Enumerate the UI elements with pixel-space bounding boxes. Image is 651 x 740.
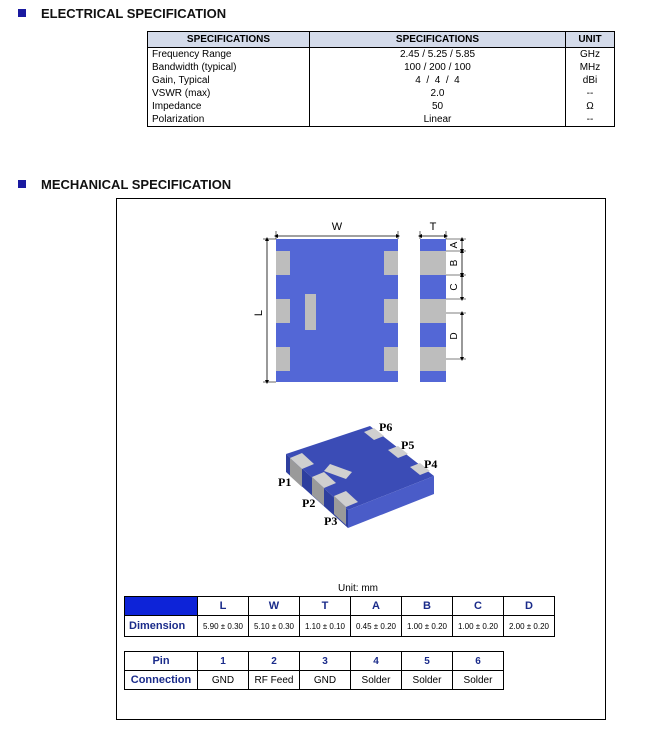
center-pad — [305, 294, 316, 330]
row-label: Pin — [125, 652, 198, 671]
dim-label-l: L — [253, 309, 265, 317]
pin-table — [124, 651, 504, 690]
side-pad — [420, 347, 446, 371]
pad-p4-top — [384, 347, 398, 371]
pad-p6-top — [384, 251, 398, 275]
table-cell: 1.00 ± 0.20 — [402, 616, 453, 637]
table-cell: Ω — [566, 100, 615, 113]
mechanical-section-title: MECHANICAL SPECIFICATION — [18, 177, 231, 192]
table-cell: 50 — [310, 100, 566, 113]
table-row — [125, 671, 504, 690]
dim-label-b: B — [449, 259, 460, 267]
electrical-section-title: ELECTRICAL SPECIFICATION — [18, 6, 226, 21]
row-label: Dimension — [125, 616, 198, 637]
dim-label-a: A — [449, 241, 460, 249]
column-header: SPECIFICATIONS — [310, 32, 566, 48]
dim-label-t: T — [429, 221, 437, 233]
table-row — [125, 652, 504, 671]
table-cell: MHz — [566, 61, 615, 74]
table-cell: Solder — [402, 671, 453, 690]
pin-label-p1: P1 — [278, 475, 292, 489]
table-cell: -- — [566, 113, 615, 127]
pad-p1-top — [276, 251, 290, 275]
column-header: D — [504, 597, 555, 616]
table-cell: dBi — [566, 74, 615, 87]
table-cell: Linear — [310, 113, 566, 127]
table-cell: GND — [198, 671, 249, 690]
column-header: T — [300, 597, 351, 616]
table-cell: 2.00 ± 0.20 — [504, 616, 555, 637]
table-header-row — [125, 597, 555, 616]
column-header: B — [402, 597, 453, 616]
column-header: W — [249, 597, 300, 616]
table-cell: 0.45 ± 0.20 — [351, 616, 402, 637]
table-cell: 5.10 ± 0.30 — [249, 616, 300, 637]
pin-label-p4: P4 — [424, 457, 438, 471]
table-cell: 100 / 200 / 100 — [310, 61, 566, 74]
column-header: C — [453, 597, 504, 616]
table-cell: Solder — [453, 671, 504, 690]
pin-label-p5: P5 — [401, 438, 415, 452]
table-cell: 4 — [351, 652, 402, 671]
table-cell: 3 — [300, 652, 351, 671]
pin-label-p3: P3 — [324, 514, 338, 528]
table-row — [125, 616, 555, 637]
unit-label: Unit: mm — [338, 583, 378, 594]
column-header: SPECIFICATIONS — [148, 32, 310, 48]
table-cell: GND — [300, 671, 351, 690]
table-cell: Frequency Range — [148, 48, 310, 62]
table-cell: 4 / 4 / 4 — [310, 74, 566, 87]
column-header: UNIT — [566, 32, 615, 48]
header-blank-cell — [125, 597, 198, 616]
side-view — [420, 221, 466, 382]
dim-label-c: C — [449, 283, 460, 291]
pad-p5-top — [384, 299, 398, 323]
dim-label-d: D — [449, 332, 460, 340]
table-cell: Polarization — [148, 113, 310, 127]
table-cell: VSWR (max) — [148, 87, 310, 100]
pad-p3-top — [276, 347, 290, 371]
table-cell: GHz — [566, 48, 615, 62]
top-view — [253, 221, 398, 382]
isometric-view — [278, 420, 437, 528]
table-cell: 1.10 ± 0.10 — [300, 616, 351, 637]
dimension-table — [124, 596, 555, 637]
table-cell: Solder — [351, 671, 402, 690]
table-cell: 1 — [198, 652, 249, 671]
table-cell: 2 — [249, 652, 300, 671]
row-label: Connection — [125, 671, 198, 690]
table-cell: 5.90 ± 0.30 — [198, 616, 249, 637]
table-cell: 1.00 ± 0.20 — [453, 616, 504, 637]
table-cell: 6 — [453, 652, 504, 671]
column-header: L — [198, 597, 249, 616]
antenna-body-top — [276, 239, 398, 382]
pad-p2-top — [276, 299, 290, 323]
table-cell: Bandwidth (typical) — [148, 61, 310, 74]
table-cell: Impedance — [148, 100, 310, 113]
side-pad — [420, 251, 446, 275]
side-pad — [420, 299, 446, 323]
dim-label-w: W — [331, 221, 343, 233]
pin-label-p2: P2 — [302, 496, 316, 510]
table-cell: 2.0 — [310, 87, 566, 100]
table-cell: -- — [566, 87, 615, 100]
column-header: A — [351, 597, 402, 616]
table-cell: 5 — [402, 652, 453, 671]
table-cell: Gain, Typical — [148, 74, 310, 87]
table-cell: 2.45 / 5.25 / 5.85 — [310, 48, 566, 62]
table-cell: RF Feed — [249, 671, 300, 690]
pin-label-p6: P6 — [379, 420, 393, 434]
